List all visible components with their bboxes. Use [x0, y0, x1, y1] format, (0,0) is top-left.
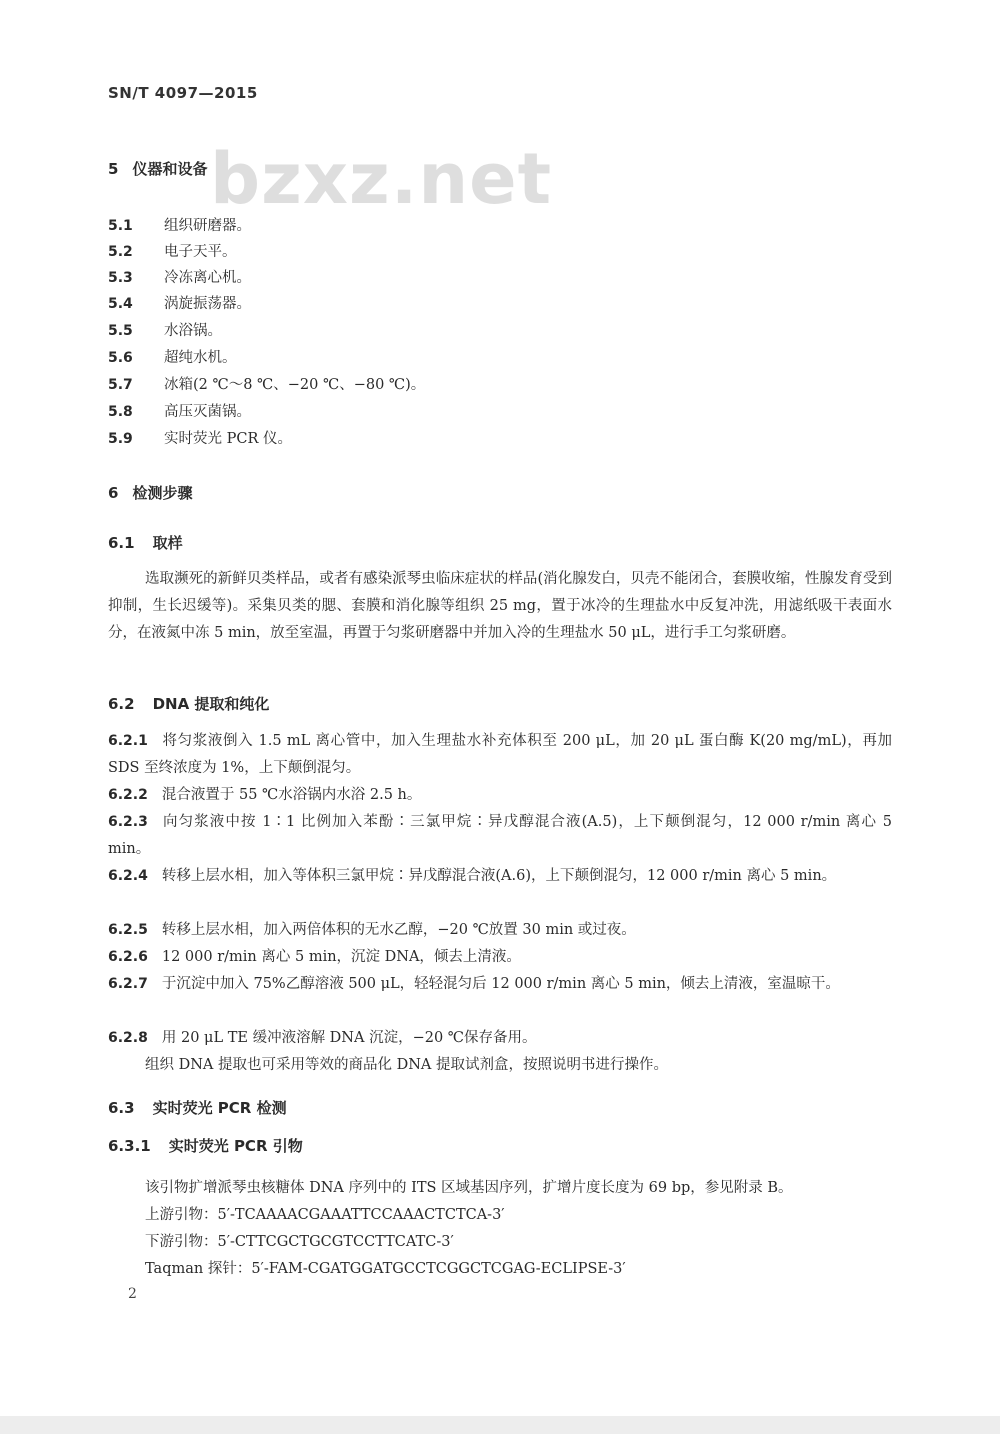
dna-kit-note: 组织 DNA 提取也可采用等效的商品化 DNA 提取试剂盒，按照说明书进行操作。	[145, 1057, 669, 1073]
list-item: 5.5 水浴锅。	[108, 323, 222, 339]
section-6-2-heading: 6.2 DNA 提取和纯化	[108, 695, 270, 713]
step-item: 6.2.4 转移上层水相，加入等体积三氯甲烷∶异戊醇混合液(A.6)，上下颠倒混匀，12 000 r/min 离心 5 min。	[108, 868, 837, 884]
bottom-bar	[0, 1416, 1000, 1434]
section-6-3-heading: 6.3 实时荧光 PCR 检测	[108, 1099, 287, 1117]
section-number: 5	[108, 160, 119, 178]
list-item: 5.6 超纯水机。	[108, 350, 237, 366]
standard-code: SN/T 4097—2015	[108, 84, 258, 102]
section-6-heading	[108, 482, 192, 503]
list-item: 5.8 高压灭菌锅。	[108, 404, 251, 420]
list-item: 5.9 实时荧光 PCR 仪。	[108, 431, 292, 447]
step-item: 6.2.1 将匀浆液倒入 1.5 mL 离心管中，加入生理盐水补充体积至 200 μL，加 20 μL 蛋白酶 K(20 mg/mL)，再加 SDS 至终浓度为 1%，上下颠倒混匀。	[108, 733, 892, 776]
primer-description: 该引物扩增派琴虫核糖体 DNA 序列中的 ITS 区域基因序列，扩增片度长度为 69 bp，参见附录 B。	[145, 1180, 793, 1196]
list-item: 5.3 冷冻离心机。	[108, 270, 251, 286]
list-item: 5.2 电子天平。	[108, 244, 237, 260]
taqman-probe: Taqman 探针：5′-FAM-CGATGGATGCCTCGGCTCGAG-ECLIPSE-3′	[145, 1261, 626, 1277]
section-number: 6	[108, 484, 119, 502]
watermark: bzxz.net	[210, 138, 553, 220]
section-title: 仪器和设备	[132, 160, 208, 178]
step-item: 6.2.8 用 20 μL TE 缓冲液溶解 DNA 沉淀，−20 ℃保存备用。	[108, 1030, 537, 1046]
step-item: 6.2.7 于沉淀中加入 75%乙醇溶液 500 μL，轻轻混匀后 12 000 r/min 离心 5 min，倾去上清液，室温晾干。	[108, 976, 840, 992]
list-item: 5.1 组织研磨器。	[108, 218, 251, 234]
sampling-paragraph: 选取濒死的新鲜贝类样品，或者有感染派琴虫临床症状的样品(消化腺发白，贝壳不能闭合，套膜收缩，性腺发育受到抑制，生长迟缓等)。采集贝类的腮、套膜和消化腺等组织 25 mg，置于冰冷的生理盐水中反复冲洗，用滤纸吸干表面水分，在液氮中冻 5 min，放至室温，再置于匀浆研磨器中并加入冷的生理盐水 50 μL，进行手工匀浆研磨。	[108, 571, 892, 641]
step-item: 6.2.2 混合液置于 55 ℃水浴锅内水浴 2.5 h。	[108, 787, 422, 803]
step-item: 6.2.5 转移上层水相，加入两倍体积的无水乙醇，−20 ℃放置 30 min 或过夜。	[108, 922, 636, 938]
page-number: 2	[128, 1286, 137, 1302]
forward-primer: 上游引物：5′-TCAAAACGAAATTCCAAACTCTCA-3′	[145, 1207, 505, 1223]
list-item: 5.7 冰箱(2 ℃～8 ℃、−20 ℃、−80 ℃)。	[108, 377, 426, 393]
section-6-1-heading: 6.1 取样	[108, 534, 183, 552]
reverse-primer: 下游引物：5′-CTTCGCTGCGTCCTTCATC-3′	[145, 1234, 454, 1250]
section-title: 检测步骤	[132, 484, 193, 502]
section-6-3-1-heading: 6.3.1 实时荧光 PCR 引物	[108, 1137, 303, 1155]
list-item: 5.4 涡旋振荡器。	[108, 296, 251, 312]
step-item: 6.2.6 12 000 r/min 离心 5 min，沉淀 DNA，倾去上清液。	[108, 949, 521, 965]
section-5-heading	[108, 158, 207, 179]
step-item: 6.2.3 向匀浆液中按 1∶1 比例加入苯酚∶三氯甲烷∶异戊醇混合液(A.5)，上下颠倒混匀，12 000 r/min 离心 5 min。	[108, 814, 892, 857]
